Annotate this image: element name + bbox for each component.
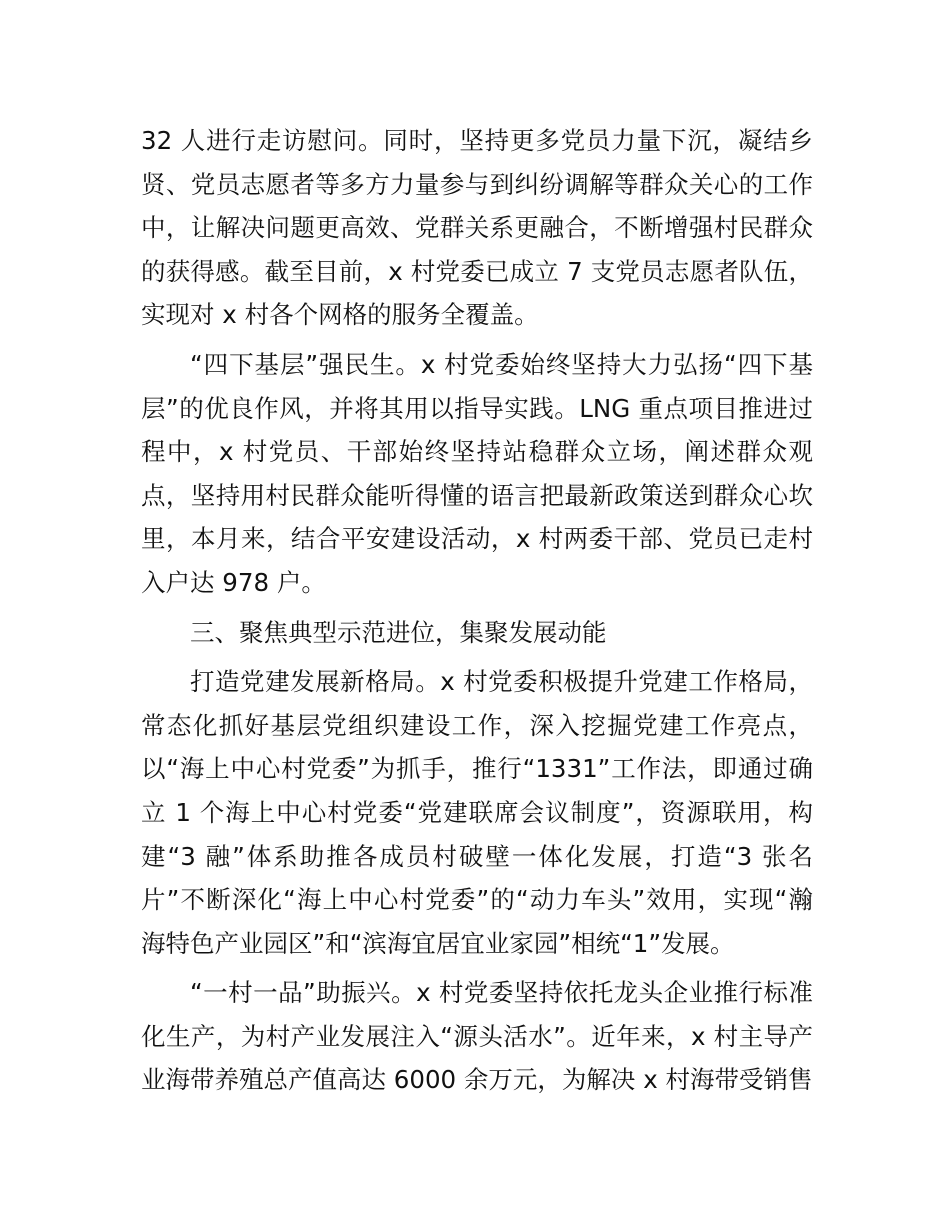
text-line: 中，让解决问题更高效、党群关系更融合，不断增强村民群众 [141, 213, 813, 243]
paragraph-party-building [141, 660, 813, 965]
section-heading-three [141, 611, 813, 655]
text-line: 片”不断深化“海上中心村党委”的“动力车头”效用，实现“瀚 [141, 885, 813, 915]
text-line: 三、聚焦典型示范进位，集聚发展动能 [190, 617, 607, 647]
text-line: “四下基层”强民生。x 村党委始终坚持大力弘扬“四下基 [190, 349, 813, 379]
paragraph-four-down [141, 343, 813, 605]
text-line: 点，坚持用村民群众能听得懂的语言把最新政策送到群众心坎 [141, 480, 813, 510]
paragraph-volunteer-service [141, 119, 813, 337]
text-line: 里，本月来，结合平安建设活动，x 村两委干部、党员已走村 [141, 524, 813, 554]
text-line: 32 人进行走访慰问。同时，坚持更多党员力量下沉，凝结乡 [141, 126, 813, 155]
text-line: 入户达 978 户。 [141, 567, 326, 597]
text-line: 打造党建发展新格局。x 村党委积极提升党建工作格局， [190, 667, 813, 697]
text-line: 程中，x 村党员、干部始终坚持站稳群众立场，阐述群众观 [141, 437, 813, 467]
text-line: 的获得感。截至目前，x 村党委已成立 7 支党员志愿者队伍， [141, 256, 813, 286]
paragraph-one-village-one-product [141, 971, 813, 1102]
text-line: 常态化抓好基层党组织建设工作，深入挖掘党建工作亮点， [141, 710, 813, 740]
text-line: 层”的优良作风，并将其用以指导实践。LNG 重点项目推进过 [141, 393, 813, 423]
text-line: 以“海上中心村党委”为抓手，推行“1331”工作法，即通过确 [141, 754, 813, 784]
text-line: 海特色产业园区”和“滨海宜居宜业家园”相统“1”发展。 [141, 928, 735, 958]
text-line: 化生产，为村产业发展注入“源头活水”。近年来，x 村主导产 [141, 1021, 813, 1051]
text-line: 贤、党员志愿者等多方力量参与到纠纷调解等群众关心的工作 [141, 169, 813, 199]
text-line: 实现对 x 村各个网格的服务全覆盖。 [141, 300, 539, 330]
text-line: 立 1 个海上中心村党委“党建联席会议制度”，资源联用，构 [141, 797, 813, 827]
document-body [141, 119, 813, 1102]
text-line: 建“3 融”体系助推各成员村破壁一体化发展，打造“3 张名 [141, 841, 813, 871]
text-line: “一村一品”助振兴。x 村党委坚持依托龙头企业推行标准 [190, 978, 813, 1008]
text-line: 业海带养殖总产值高达 6000 余万元，为解决 x 村海带受销售 [141, 1065, 813, 1095]
